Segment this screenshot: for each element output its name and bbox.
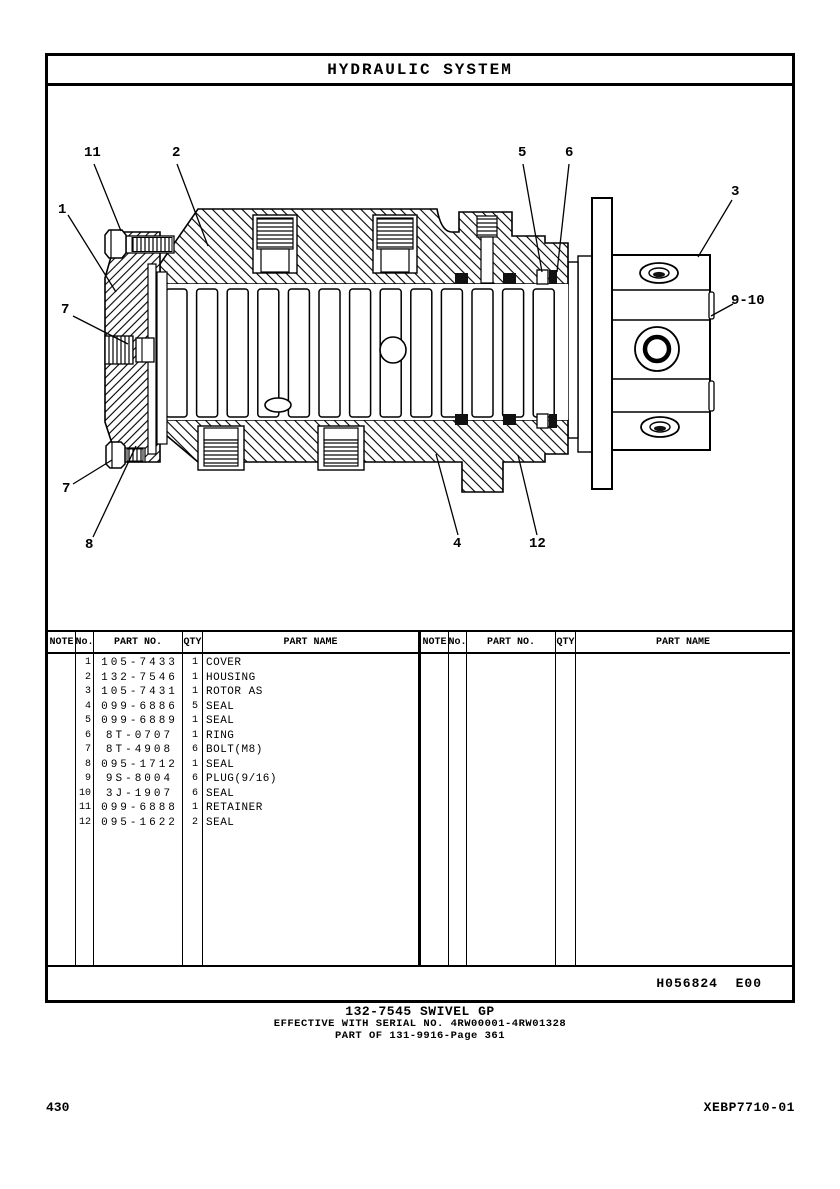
ring-clip [537,414,548,428]
header-qty-r: QTY [556,632,576,652]
swivel-cross-section-diagram [48,86,792,630]
title-bar [48,56,792,86]
cell-name: SEAL [206,700,235,713]
cell-name: BOLT(M8) [206,744,263,756]
col-note-values [48,654,76,965]
cell-part_no: 095-1622 [101,816,178,829]
cell-qty: 6 [191,744,198,755]
header-part-name-r: PART NAME [655,636,710,648]
col-qty-values [183,654,203,965]
cell-part_no: 099-6888 [101,802,178,814]
col-no-r [449,654,467,965]
shaft-connector [568,262,578,438]
cell-no: 8 [84,758,91,770]
col-partno-values [94,654,183,965]
col-name-values [203,654,418,965]
cell-no: 4 [84,700,91,712]
cell-name: COVER [206,657,242,669]
callout-9-10: 9-10 [731,293,765,309]
cell-qty: 6 [191,787,198,799]
housing-top-section [160,209,568,284]
cell-qty: 1 [191,671,198,683]
parts-table [48,630,792,965]
header-qty: QTY [183,632,203,652]
cell-part_no: 132-7546 [101,671,178,684]
cell-qty: 2 [191,816,198,828]
callout-12: 12 [529,536,546,552]
cell-part_no: 105-7431 [101,686,178,698]
caption-part-of: PART OF 131-9916-Page 361 [334,1030,506,1042]
seal-dark [549,270,557,284]
cell-name: ROTOR AS [206,686,263,698]
cell-no: 1 [84,657,91,668]
seal-plate [157,272,167,444]
cell-name: RING [206,729,235,742]
seal-square [503,273,516,284]
page-frame [45,53,795,1003]
header-part-name: PART NAME [283,636,338,648]
cell-no: 11 [78,802,91,813]
cell-name: SEAL [206,787,235,800]
doc-band [48,965,792,1000]
diagram-area [48,86,792,630]
cell-no: 10 [78,787,91,799]
cell-part_no: 105-7433 [101,657,178,669]
cell-no: 5 [84,715,91,726]
callout-4: 4 [453,536,462,552]
seal-square [503,414,516,425]
table-header-left [48,632,418,654]
port-block [612,255,714,450]
seal-square [455,414,468,425]
cell-no: 2 [84,671,91,683]
rotor-hub [578,256,592,452]
table-body-left [48,654,418,965]
callout-8: 8 [85,537,94,553]
cell-part_no: 9S-8004 [105,773,174,785]
cell-name: PLUG(9/16) [206,773,278,785]
table-header-right [421,632,790,654]
col-partno-r [467,654,556,965]
header-part-no: PART NO. [94,632,183,652]
cell-no: 3 [84,686,91,697]
col-no-values [76,654,94,965]
cell-part_no: 3J-1907 [105,787,174,800]
bottom-plug-2 [318,426,364,470]
col-note-r [421,654,449,965]
callout-3: 3 [731,184,740,200]
plug-left [105,336,154,364]
cell-part_no: 8T-0707 [105,729,174,742]
callout-7-upper: 7 [61,302,70,318]
cell-name: RETAINER [206,802,263,814]
cell-qty: 6 [191,773,198,784]
caption-block [45,1005,795,1042]
cell-no: 9 [84,773,91,784]
parts-table-right [420,632,790,965]
table-body-right [421,654,790,965]
header-no: No. [76,632,94,652]
cell-no: 7 [84,744,91,755]
cell-part_no: 099-6889 [101,715,178,727]
footer-page-number: 430 [46,1100,70,1115]
callout-5: 5 [518,145,527,161]
ring-clip [537,270,548,284]
rotor-spool [160,284,568,420]
caption-title: 132-7545 SWIVEL GP [345,1004,495,1019]
doc-code: H056824 E00 [656,976,762,991]
cell-qty: 1 [191,657,198,668]
cell-no: 6 [84,729,91,741]
col-qty-r [556,654,576,965]
seal-square [455,273,468,284]
cell-qty: 1 [191,802,198,813]
callout-7-lower: 7 [62,481,71,497]
col-name-r [576,654,790,965]
caption-serial-range: EFFECTIVE WITH SERIAL NO. 4RW00001-4RW01328 [273,1018,567,1030]
callout-1: 1 [58,202,67,218]
cell-name: SEAL [206,715,235,727]
cell-qty: 1 [191,758,198,770]
top-plug-2 [373,215,417,273]
header-no-r: No. [449,632,467,652]
parts-table-left [48,632,420,965]
cell-no: 12 [78,816,91,828]
cell-part_no: 8T-4908 [105,744,174,756]
cell-qty: 1 [191,715,198,726]
header-part-no-r: PART NO. [467,632,556,652]
top-plug-1 [253,215,297,273]
cell-name: SEAL [206,758,235,771]
cell-part_no: 095-1712 [101,758,178,771]
cell-name: HOUSING [206,671,256,684]
cell-qty: 5 [191,700,198,712]
cell-part_no: 099-6886 [101,700,178,713]
page-title: HYDRAULIC SYSTEM [327,60,513,79]
callout-6: 6 [565,145,574,161]
header-note-r: NOTE [421,632,449,652]
seal-dark [549,414,557,428]
callout-11: 11 [84,145,101,161]
bottom-plug-1 [198,426,244,470]
header-note: NOTE [48,632,76,652]
flange-plate [592,198,612,489]
cell-qty: 1 [191,686,198,697]
footer-doc-id: XEBP7710-01 [703,1100,795,1115]
cell-qty: 1 [191,729,198,741]
callout-2: 2 [172,145,181,161]
cell-name: SEAL [206,816,235,829]
